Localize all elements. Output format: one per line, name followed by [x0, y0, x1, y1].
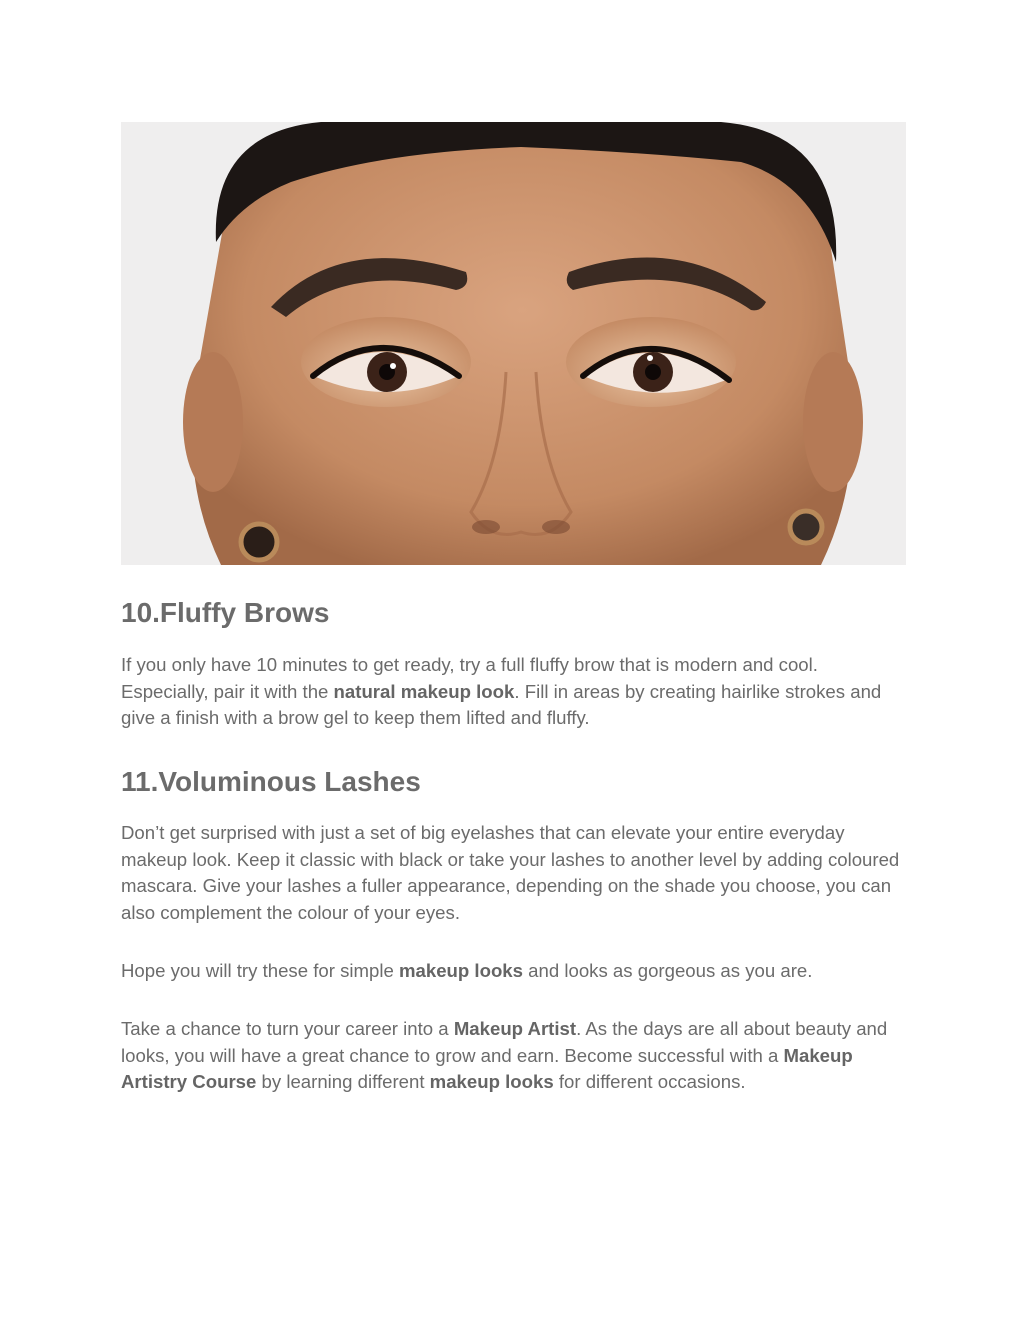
text-span: Hope you will try these for simple: [121, 960, 399, 981]
face-shape: [192, 122, 853, 565]
right-pupil: [645, 364, 661, 380]
text-span: If you only have 10 minutes to get ready, try a full fluffy brow that is modern and cool. Especially, pair it with the: [121, 654, 818, 702]
document-page: [121, 122, 907, 1093]
left-eye-highlight: [390, 363, 396, 369]
right-eye-highlight: [647, 355, 653, 361]
left-ear: [183, 352, 243, 492]
link-makeup-looks-2[interactable]: makeup looks: [429, 1071, 554, 1093]
face-photo: [121, 122, 906, 565]
left-nostril: [472, 520, 500, 534]
link-makeup-artistry-course[interactable]: Makeup Artistry Course: [121, 1044, 853, 1093]
link-natural-makeup-look[interactable]: natural makeup look: [333, 680, 515, 702]
text-span: Take a chance to turn your career into a: [121, 1018, 454, 1039]
link-makeup-artist[interactable]: Makeup Artist: [453, 1018, 577, 1039]
left-earring: [241, 524, 277, 560]
text-span: . As the days are all about beauty and looks, you will have a great chance to grow and earn. Become successful with a: [121, 1018, 888, 1066]
text-span: by learning different: [256, 1071, 430, 1093]
paragraph-fluffy-brows: [121, 652, 907, 732]
right-earring: [790, 511, 822, 543]
paragraph-career: [121, 1016, 907, 1096]
right-ear: [803, 352, 863, 492]
right-nostril: [542, 520, 570, 534]
paragraph-hope: [121, 958, 907, 985]
heading-voluminous-lashes: 11.Voluminous Lashes: [121, 766, 421, 797]
text-span: . Fill in areas by creating hairlike strokes and give a finish with a brow gel to keep them lifted and fluffy.: [121, 680, 882, 729]
paragraph-voluminous-lashes: Don’t get surprised with just a set of big eyelashes that can elevate your entire everyday makeup look. Keep it classic with black or take your lashes to another level by adding coloured mascara. Give your lashes a fuller appearance, depending on the shade you choose, you can also complement the colour of your eyes.: [121, 822, 900, 924]
text-span: for different occasions.: [553, 1071, 746, 1093]
heading-fluffy-brows: 10.Fluffy Brows: [121, 597, 330, 628]
link-makeup-looks[interactable]: makeup looks: [398, 960, 523, 981]
face-illustration: [121, 122, 906, 565]
text-span: and looks as gorgeous as you are.: [523, 960, 813, 981]
